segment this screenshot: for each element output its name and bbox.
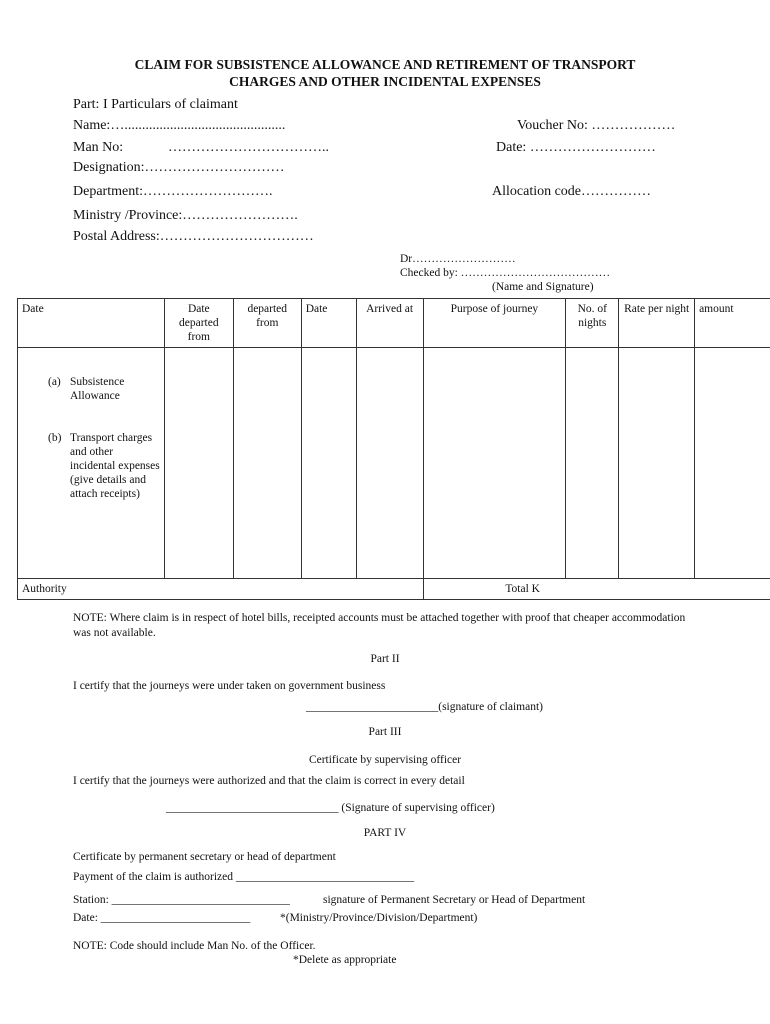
item-a	[48, 375, 160, 403]
table-header-row	[18, 299, 770, 348]
col-date-departed: Date departed from	[164, 299, 233, 348]
item-b-text: Transport charges and other incidental expenses (give details and attach receipts)	[70, 432, 160, 500]
cell-purpose[interactable]	[423, 348, 566, 579]
checked-by-field: Checked by: …………………………………	[400, 267, 611, 279]
table-footer-row	[18, 579, 770, 600]
name-field: Name:…..............................................	[73, 118, 286, 133]
form-title-line-1: CLAIM FOR SUBSISTENCE ALLOWANCE AND RETIREMENT OF TRANSPORT	[134, 57, 636, 72]
station-line: Station: _______________________________	[73, 894, 290, 906]
table-body-row	[18, 348, 770, 579]
claim-table	[17, 298, 770, 600]
voucher-field: Voucher No: ………………	[517, 118, 676, 133]
item-a-label: (a)	[48, 376, 61, 388]
cell-date-departed[interactable]	[164, 348, 233, 579]
permanent-secretary-signature-label: signature of Permanent Secretary or Head of Department	[323, 894, 586, 906]
postal-address-field: Postal Address:……………………………	[73, 229, 314, 244]
col-date-2: Date	[301, 299, 356, 348]
col-departed-from: departed from	[233, 299, 301, 348]
date-field: Date: ………………………	[496, 140, 656, 155]
col-amount: amount	[695, 299, 770, 348]
part-4-subheading: Certificate by permanent secretary or head of department	[73, 851, 336, 863]
claimant-signature-line: _______________________(signature of claimant)	[306, 701, 543, 713]
cell-rate[interactable]	[619, 348, 695, 579]
supervising-officer-signature-line: ______________________________ (Signature of supervising officer)	[166, 802, 495, 814]
man-no-label: Man No:	[73, 140, 124, 155]
part-2-certify-text: I certify that the journeys were under taken on government business	[73, 680, 386, 692]
man-no-field: ……………………………..	[168, 140, 329, 155]
part-4-heading: PART IV	[363, 827, 407, 839]
payment-authorized-line: Payment of the claim is authorized _______________________________	[73, 871, 415, 883]
cell-amount[interactable]	[695, 348, 770, 579]
col-purpose: Purpose of journey	[423, 299, 566, 348]
cell-departed-from[interactable]	[233, 348, 301, 579]
cell-nights[interactable]	[566, 348, 619, 579]
part-4-date-line: Date: __________________________	[73, 912, 251, 924]
name-and-signature-label: (Name and Signature)	[492, 281, 594, 293]
col-arrived-at: Arrived at	[356, 299, 423, 348]
item-b	[48, 431, 160, 501]
department-field: Department:……………………….	[73, 184, 273, 199]
col-rate: Rate per night	[619, 299, 695, 348]
col-nights: No. of nights	[566, 299, 619, 348]
cell-arrived-at[interactable]	[356, 348, 423, 579]
ministry-division-label: *(Ministry/Province/Division/Department)	[280, 912, 478, 924]
authority-cell: Authority	[18, 579, 424, 600]
item-b-label: (b)	[48, 432, 62, 444]
ministry-field: Ministry /Province:…………………….	[73, 208, 298, 223]
total-value-cell[interactable]	[566, 579, 770, 600]
part-1-heading: Part: I Particulars of claimant	[73, 97, 238, 112]
part-2-heading: Part II	[370, 653, 400, 665]
part-3-subheading: Certificate by supervising officer	[308, 754, 462, 766]
total-label: Total K	[423, 579, 566, 600]
col-date: Date	[18, 299, 165, 348]
cell-date[interactable]	[301, 348, 356, 579]
item-a-text: Subsistence Allowance	[70, 376, 125, 402]
designation-field: Designation:…………………………	[73, 160, 285, 175]
dr-field: Dr………………………	[400, 253, 516, 265]
part-3-certify-text: I certify that the journeys were authorized and that the claim is correct in every detail	[73, 775, 465, 787]
allocation-code-field: Allocation code……………	[492, 184, 652, 199]
form-title-line-2: CHARGES AND OTHER INCIDENTAL EXPENSES	[229, 74, 541, 89]
expense-categories-cell	[18, 348, 165, 579]
man-no-code-note: NOTE: Code should include Man No. of the Officer.	[73, 940, 316, 952]
hotel-bills-note: NOTE: Where claim is in respect of hotel bills, receipted accounts must be attached together with proof that cheaper accommodation was not available.	[73, 612, 686, 639]
part-3-heading: Part III	[368, 726, 402, 738]
delete-as-appropriate-note: *Delete as appropriate	[293, 954, 397, 966]
